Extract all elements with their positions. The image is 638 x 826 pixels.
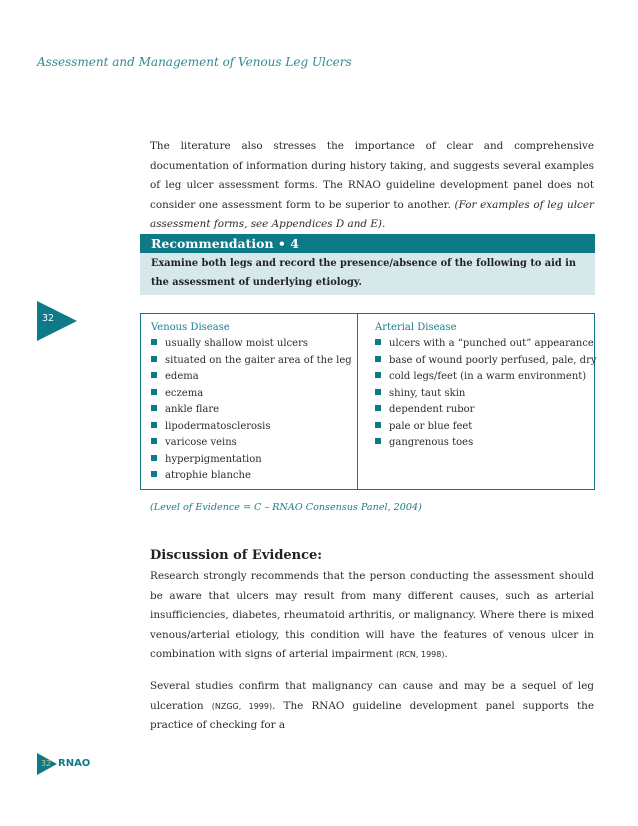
bullet-square-icon bbox=[151, 422, 157, 428]
rnao-logo: RNAO bbox=[58, 758, 91, 769]
discussion-text-1-end: . bbox=[444, 648, 448, 661]
venous-item-text: ankle flare bbox=[165, 404, 220, 415]
arterial-disease-list bbox=[375, 336, 597, 452]
bullet-square-icon bbox=[151, 405, 157, 411]
intro-text: The literature also stresses the importance of clear and comprehensive documentation of information during history taking, and suggests several examples of leg ulcer assessment forms. The RNAO guideline development panel does not consider one assessment form to be superior to another. bbox=[150, 140, 594, 211]
bullet-square-icon bbox=[151, 471, 157, 477]
venous-item bbox=[151, 468, 357, 485]
venous-item-text: eczema bbox=[165, 387, 204, 399]
arterial-item bbox=[375, 402, 594, 419]
bullet-square-icon bbox=[375, 438, 381, 444]
arterial-item-text: shiny, taut skin bbox=[389, 387, 466, 399]
footer-page-number: 32 bbox=[41, 759, 52, 768]
arterial-item-text: gangrenous toes bbox=[389, 437, 474, 448]
arterial-item bbox=[375, 435, 594, 452]
bullet-square-icon bbox=[151, 438, 157, 444]
arterial-item-text: dependent rubor bbox=[389, 404, 475, 415]
bullet-square-icon bbox=[151, 356, 157, 362]
discussion-text-2: Several studies confirm that malignancy can cause and may be a sequel of leg ulceration bbox=[150, 679, 594, 712]
intro-appendix-note: (For examples of leg ulcer assessment forms, see Appendices D and E). bbox=[150, 198, 594, 231]
bullet-square-icon bbox=[375, 389, 381, 395]
page-number: 32 bbox=[42, 313, 55, 324]
arterial-disease-title: Arterial Disease bbox=[375, 322, 457, 333]
venous-item-text: lipodermatosclerosis bbox=[165, 420, 271, 432]
discussion-text-2-end: . The RNAO guideline development panel supports the practice of checking for a bbox=[150, 699, 595, 732]
venous-item-text: hyperpigmentation bbox=[165, 453, 262, 465]
citation-rcn: (RCN, 1998) bbox=[396, 650, 445, 660]
venous-item-text: atrophie blanche bbox=[165, 470, 251, 481]
bullet-square-icon bbox=[375, 405, 381, 411]
bullet-square-icon bbox=[375, 356, 381, 362]
discussion-title: Discussion of Evidence: bbox=[150, 548, 323, 563]
discussion-paragraph-2 bbox=[150, 677, 594, 736]
recommendation-heading: Recommendation • 4 bbox=[140, 234, 595, 253]
venous-item-text: varicose veins bbox=[165, 437, 237, 448]
venous-disease-column bbox=[141, 314, 358, 489]
discussion-paragraph-1 bbox=[150, 567, 594, 665]
bullet-square-icon bbox=[375, 422, 381, 428]
arterial-item bbox=[375, 419, 594, 436]
bullet-square-icon bbox=[375, 372, 381, 378]
venous-item bbox=[151, 402, 357, 419]
discussion-body bbox=[150, 567, 594, 748]
arterial-disease-column bbox=[358, 314, 597, 489]
level-of-evidence: (Level of Evidence = C – RNAO Consensus Panel, 2004) bbox=[150, 502, 422, 513]
running-header: Assessment and Management of Venous Leg Ulcers bbox=[37, 55, 352, 69]
arterial-item bbox=[375, 353, 597, 370]
venous-item bbox=[151, 369, 357, 386]
venous-disease-title: Venous Disease bbox=[151, 322, 230, 333]
bullet-square-icon bbox=[375, 339, 381, 345]
venous-item bbox=[151, 336, 357, 353]
disease-comparison-table bbox=[140, 313, 595, 490]
bullet-square-icon bbox=[151, 455, 157, 461]
venous-item-text: usually shallow moist ulcers bbox=[165, 338, 308, 349]
bullet-square-icon bbox=[151, 372, 157, 378]
arterial-item-text: cold legs/feet (in a warm environment) bbox=[389, 371, 587, 382]
venous-item bbox=[151, 386, 357, 403]
arterial-item bbox=[375, 386, 594, 403]
recommendation-body: Examine both legs and record the presence/absence of the following to aid in the assessment of underlying etiology. bbox=[140, 253, 595, 295]
venous-item-text: situated on the gaiter area of the leg bbox=[165, 354, 352, 366]
citation-nzgg: (NZGG, 1999) bbox=[211, 701, 273, 711]
venous-item bbox=[151, 353, 357, 370]
discussion-text-1: Research strongly recommends that the person conducting the assessment should be aware that ulcers may result from many different causes, such as arterial insufficiencies, diabetes, rheumatoid arthritis, or malignancy. Where there is mixed venous/arterial etiology, this condition will have the features of venous ulcer in combination with signs of arterial impairment bbox=[150, 570, 594, 661]
arterial-item bbox=[375, 369, 594, 386]
arterial-item-text: pale or blue feet bbox=[389, 420, 473, 432]
arterial-item-text: base of wound poorly perfused, pale, dry bbox=[389, 354, 597, 366]
venous-item bbox=[151, 452, 357, 469]
arterial-item-text: ulcers with a “punched out” appearance bbox=[389, 338, 594, 349]
venous-item-text: edema bbox=[165, 371, 199, 382]
venous-item bbox=[151, 419, 357, 436]
venous-disease-list bbox=[151, 336, 357, 485]
venous-item bbox=[151, 435, 357, 452]
intro-paragraph bbox=[150, 137, 594, 235]
bullet-square-icon bbox=[151, 339, 157, 345]
bullet-square-icon bbox=[151, 389, 157, 395]
arterial-item bbox=[375, 336, 594, 353]
